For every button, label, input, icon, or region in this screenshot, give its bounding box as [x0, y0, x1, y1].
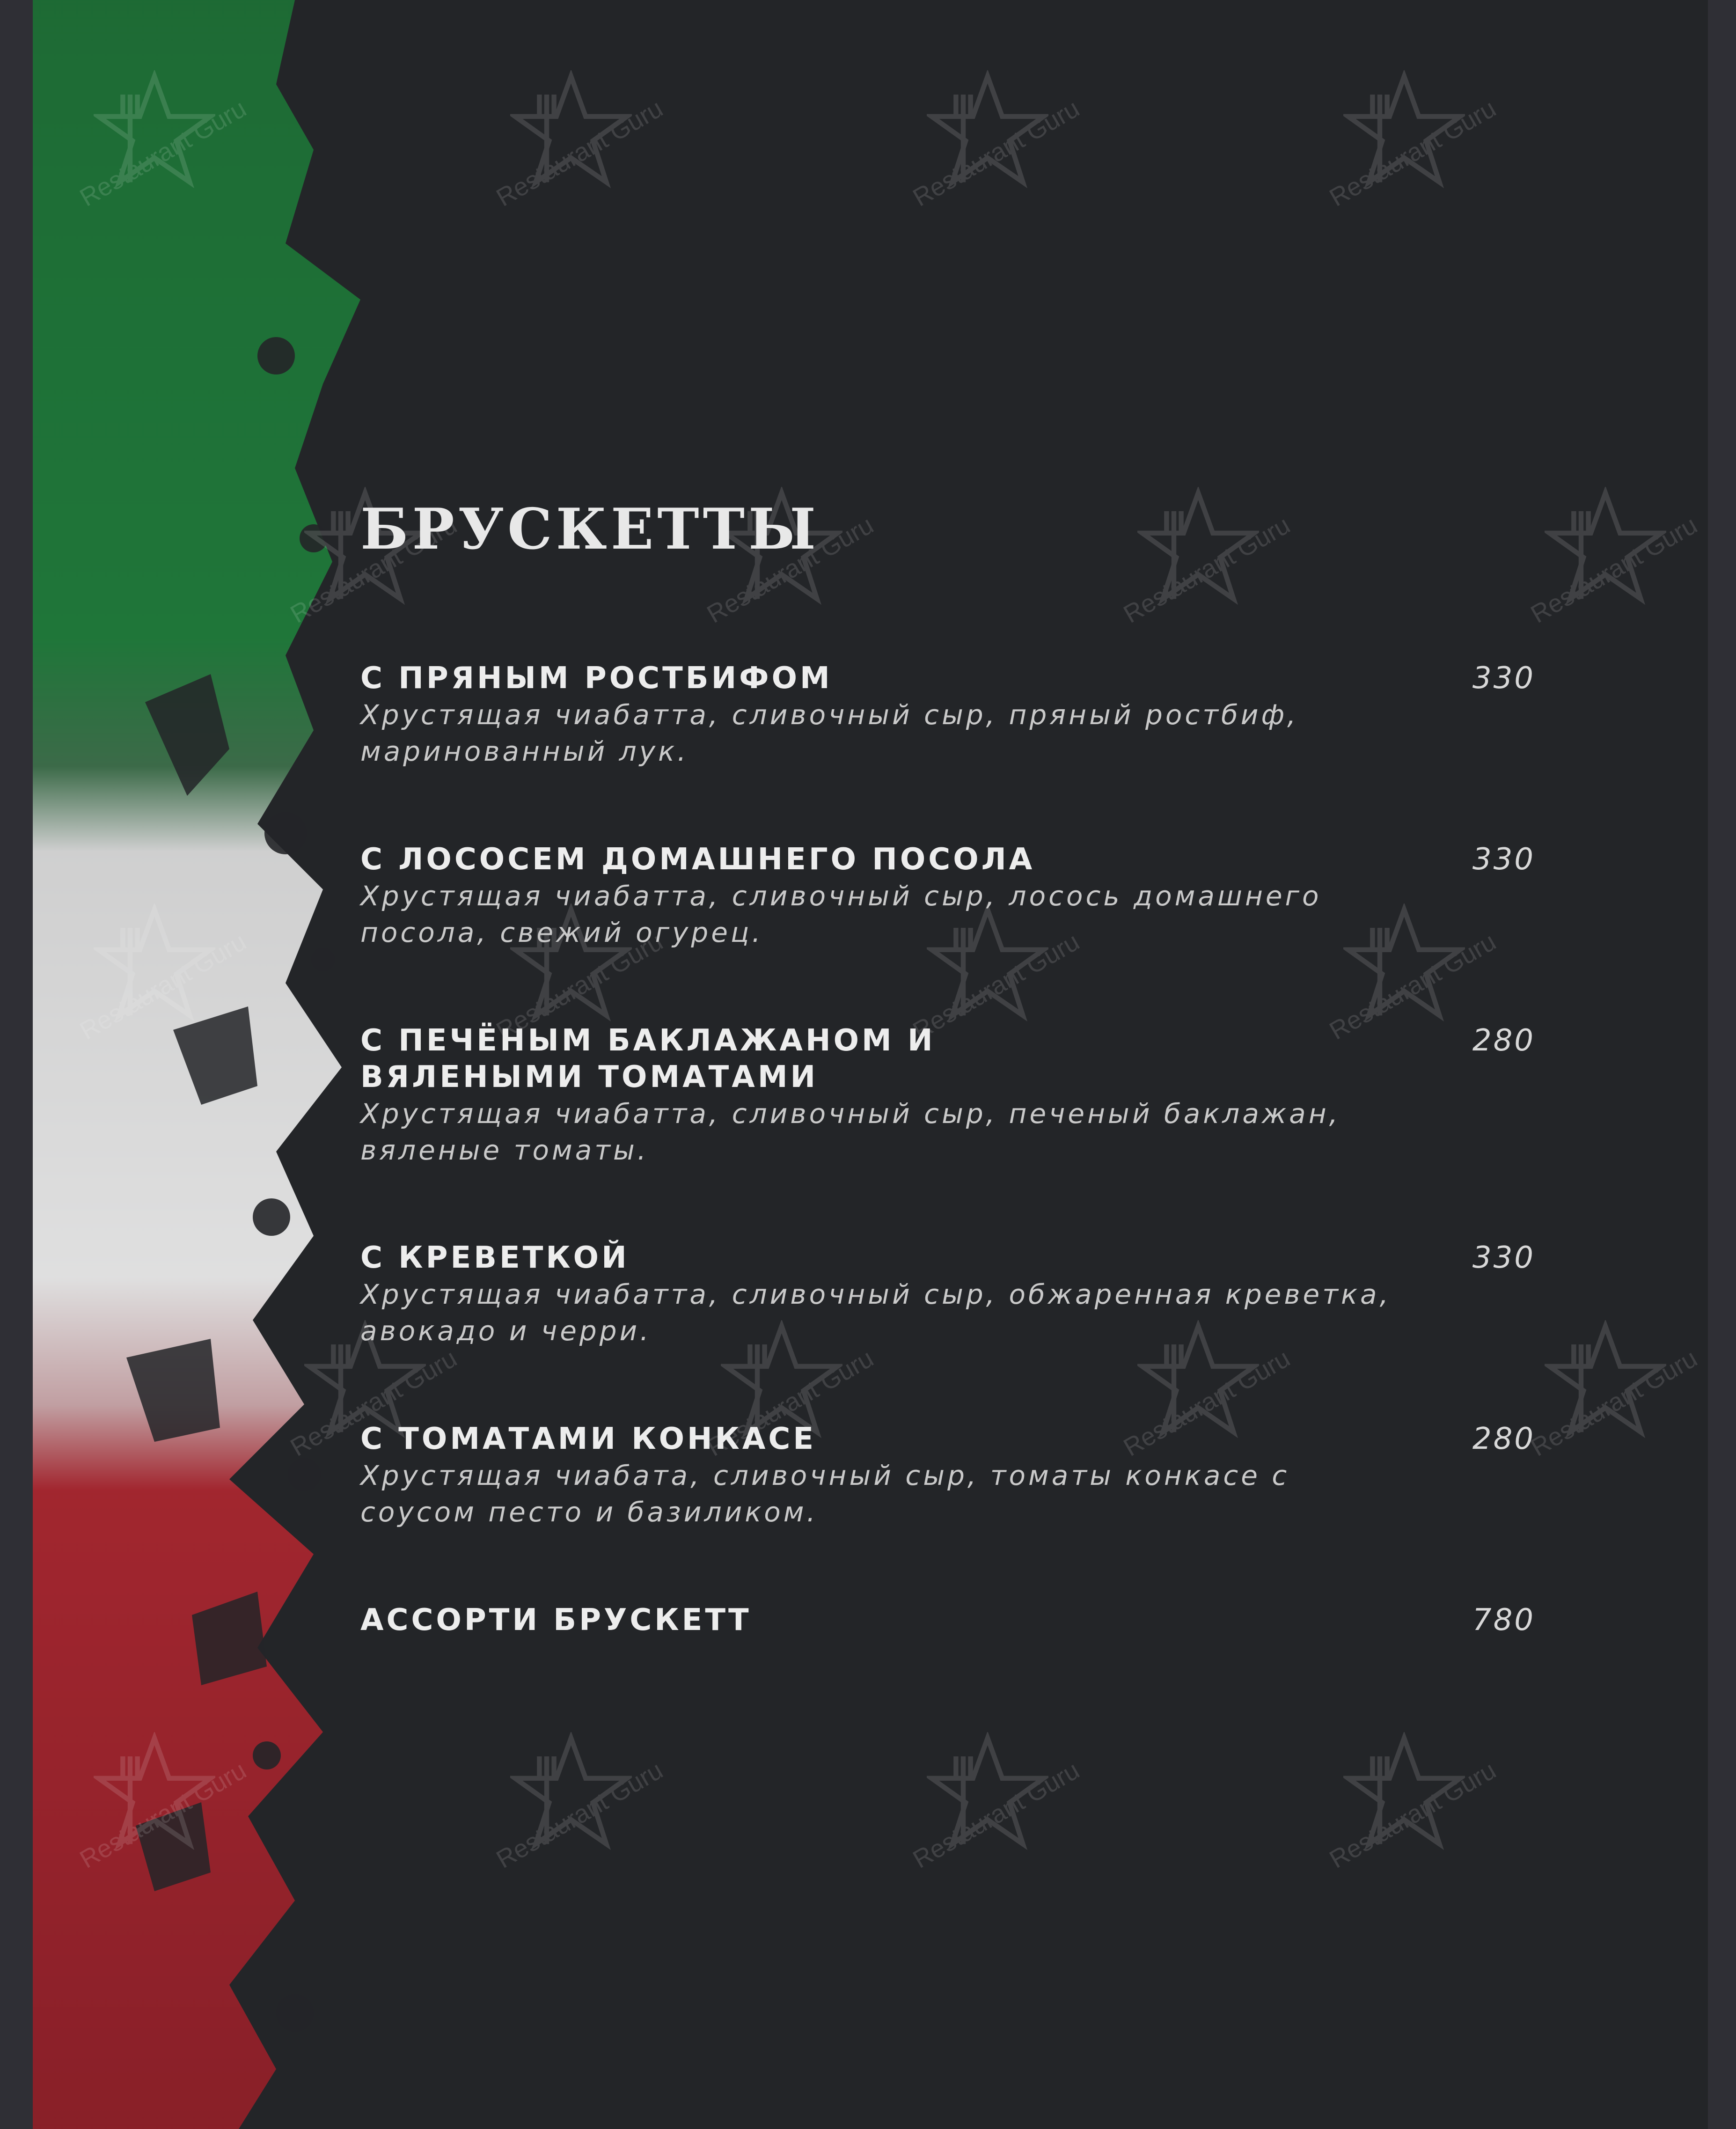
menu-item-description: Хрустящая чиабатта, сливочный сыр, обжаренная креветка, авокадо и черри. [360, 1278, 1392, 1347]
page-frame-right [1708, 0, 1736, 2129]
menu-page [33, 0, 1708, 2129]
menu-item-price: 780 [1472, 1603, 1535, 1637]
fork-star-icon [1545, 1320, 1666, 1442]
watermark-text: Restaurant Guru [702, 511, 879, 629]
watermark-text: Restaurant Guru [1325, 94, 1501, 212]
watermark-text: Restaurant Guru [286, 511, 462, 629]
fork-star-icon [927, 70, 1048, 192]
menu-item-name: С ТОМАТАМИ КОНКАСЕ [360, 1422, 817, 1456]
menu-item-price: 330 [1472, 1241, 1535, 1275]
watermark-text: Restaurant Guru [491, 1756, 668, 1874]
watermark [1325, 1732, 1501, 1887]
fork-star-icon [1343, 70, 1465, 192]
menu-item-name: С ЛОСОСЕМ ДОМАШНЕГО ПОСОЛА [360, 842, 1035, 877]
menu-item-price: 330 [1472, 661, 1535, 696]
watermark-text: Restaurant Guru [908, 94, 1084, 212]
watermark-text: Restaurant Guru [1119, 1344, 1295, 1462]
menu-item-price: 280 [1472, 1023, 1535, 1058]
watermark [491, 70, 668, 225]
watermark-text: Restaurant Guru [702, 1344, 879, 1462]
page-frame-left [0, 0, 33, 2129]
watermark-text: Restaurant Guru [286, 1344, 462, 1462]
watermark-text: Restaurant Guru [1526, 511, 1702, 629]
menu-item-name: С ПЕЧЁНЫМ БАКЛАЖАНОМ И ВЯЛЕНЫМИ ТОМАТАМИ [360, 1023, 936, 1094]
watermark-text: Restaurant Guru [1325, 1756, 1501, 1874]
watermark [1325, 70, 1501, 225]
fork-star-icon [510, 70, 632, 192]
fork-star-icon [1343, 1732, 1465, 1854]
watermark [908, 1732, 1084, 1887]
watermark [491, 1732, 668, 1887]
watermark [1119, 487, 1295, 641]
menu-item [360, 1421, 1535, 1530]
fork-star-icon [510, 1732, 632, 1854]
watermark-text: Restaurant Guru [908, 1756, 1084, 1874]
menu-item [360, 1602, 1535, 1638]
menu-item-name: С ПРЯНЫМ РОСТБИФОМ [360, 661, 833, 696]
watermark-text: Restaurant Guru [1526, 1344, 1702, 1462]
menu-item-name: АССОРТИ БРУСКЕТТ [360, 1603, 752, 1637]
menu-item-name: С КРЕВЕТКОЙ [360, 1241, 630, 1275]
menu-item [360, 1240, 1535, 1349]
watermark [1526, 1320, 1702, 1475]
watermark [908, 70, 1084, 225]
watermark-text: Restaurant Guru [1325, 927, 1501, 1045]
menu-item-description: Хрустящая чиабата, сливочный сыр, томаты конкасе с соусом песто и базиликом. [360, 1460, 1290, 1528]
watermark [1526, 487, 1702, 641]
menu-item-description: Хрустящая чиабатта, сливочный сыр, печеный баклажан, вяленые томаты. [360, 1098, 1341, 1166]
watermark-text: Restaurant Guru [1119, 511, 1295, 629]
fork-star-icon [1545, 487, 1666, 609]
watermark-text: Restaurant Guru [491, 927, 668, 1045]
menu-item-price: 330 [1472, 842, 1535, 877]
section-title: БРУСКЕТТЫ [360, 496, 820, 562]
menu-item-price: 280 [1472, 1422, 1535, 1456]
menu-item [360, 1022, 1535, 1168]
menu-item [360, 660, 1535, 770]
menu-item [360, 841, 1535, 951]
watermark-text: Restaurant Guru [491, 94, 668, 212]
menu-item-description: Хрустящая чиабатта, сливочный сыр, пряный ростбиф, маринованный лук. [360, 699, 1299, 767]
menu-item-description: Хрустящая чиабатта, сливочный сыр, лосось домашнего посола, свежий огурец. [360, 880, 1322, 948]
fork-star-icon [1137, 487, 1259, 609]
fork-star-icon [927, 1732, 1048, 1854]
watermark-text: Restaurant Guru [908, 927, 1084, 1045]
